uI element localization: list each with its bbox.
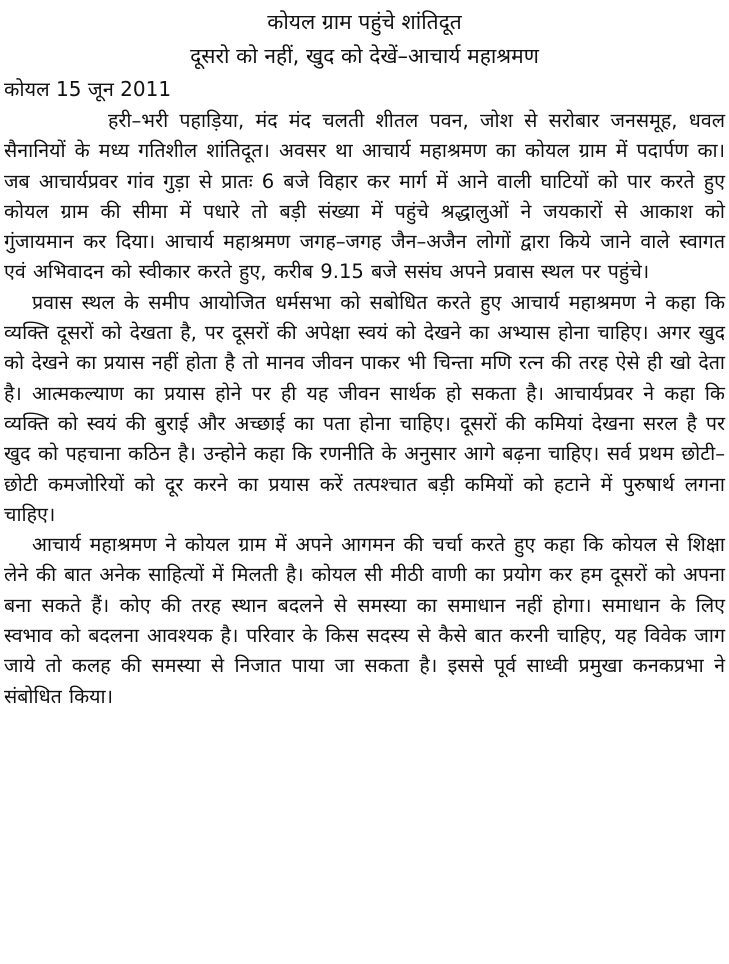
article-dateline: कोयल 15 जून 2011 (4, 77, 172, 101)
article-subtitle: दूसरो को नहीं, खुद को देखें–आचार्य महाश्रमण (190, 44, 539, 68)
article-paragraph-1: हरी–भरी पहाड़िया, मंद मंद चलती शीतल पवन, जोश से सरोबार जनसमूह, धवल सैनानियों के मध्य गतिशील शांतिदूत। अवसर था आचार्य महाश्रमण का कोयल ग्राम में पदार्पण का। जब आचार्यप्रवर गांव गुड़ा से प्रातः 6 बजे विहार कर मार्ग में आने वाली घाटियों को पार करते हुए कोयल ग्राम की सीमा में पधारे तो बड़ी संख्या में पहुंचे श्रद्धालुओं ने जयकारों से आकाश को गुंजायमान कर दिया। आचार्य महाश्रमण जगह–जगह जैन–अजैन लोगों द्वारा किये जाने वाले स्वागत एवं अभिवादन को स्वीकार करते हुए, करीब 9.15 बजे ससंघ अपने प्रवास स्थल पर पहुंचे। (4, 109, 725, 284)
article-title: कोयल ग्राम पहुंचे शांतिदूत (267, 10, 462, 34)
article-paragraph-3: आचार्य महाश्रमण ने कोयल ग्राम में अपने आगमन की चर्चा करते हुए कहा कि कोयल से शिक्षा लेने की बात अनेक साहित्यों में मिलती है। कोयल सी मीठी वाणी का प्रयोग कर हम दूसरों को अपना बना सकते हैं। कोए की तरह स्थान बदलने से समस्या का समाधान नहीं होगा। समाधान के लिए स्वभाव को बदलना आवश्यक है। परिवार के किस सदस्य से कैसे बात करनी चाहिए, यह विवेक जाग जाये तो कलह की समस्या से निजात पाया जा सकता है। इससे पूर्व साध्वी प्रमुखा कनकप्रभा ने संबोधित किया। (4, 533, 725, 708)
article-paragraph-2: प्रवास स्थल के समीप आयोजित धर्मसभा को सबोधित करते हुए आचार्य महाश्रमण ने कहा कि व्यक्ति दूसरों को देखता है, पर दूसरों की अपेक्षा स्वयं को देखने का अभ्यास होना चाहिए। अगर खुद को देखने का प्रयास नहीं होता है तो मानव जीवन पाकर भी चिन्ता मणि रत्न की तरह ऐसे ही खो देता है। आत्मकल्याण का प्रयास होने पर ही यह जीवन सार्थक हो सकता है। आचार्यप्रवर ने कहा कि व्यक्ति को स्वयं की बुराई और अच्छाई का पता होना चाहिए। दूसरों की कमियां देखना सरल है पर खुद को पहचाना कठिन है। उन्होने कहा कि रणनीति के अनुसार आगे बढ़ना चाहिए। सर्व प्रथम छोटी–छोटी कमजोरियों को दूर करने का प्रयास करें तत्पश्चात बड़ी कमियों को हटाने में पुरुषार्थ लगना चाहिए। (4, 290, 725, 526)
